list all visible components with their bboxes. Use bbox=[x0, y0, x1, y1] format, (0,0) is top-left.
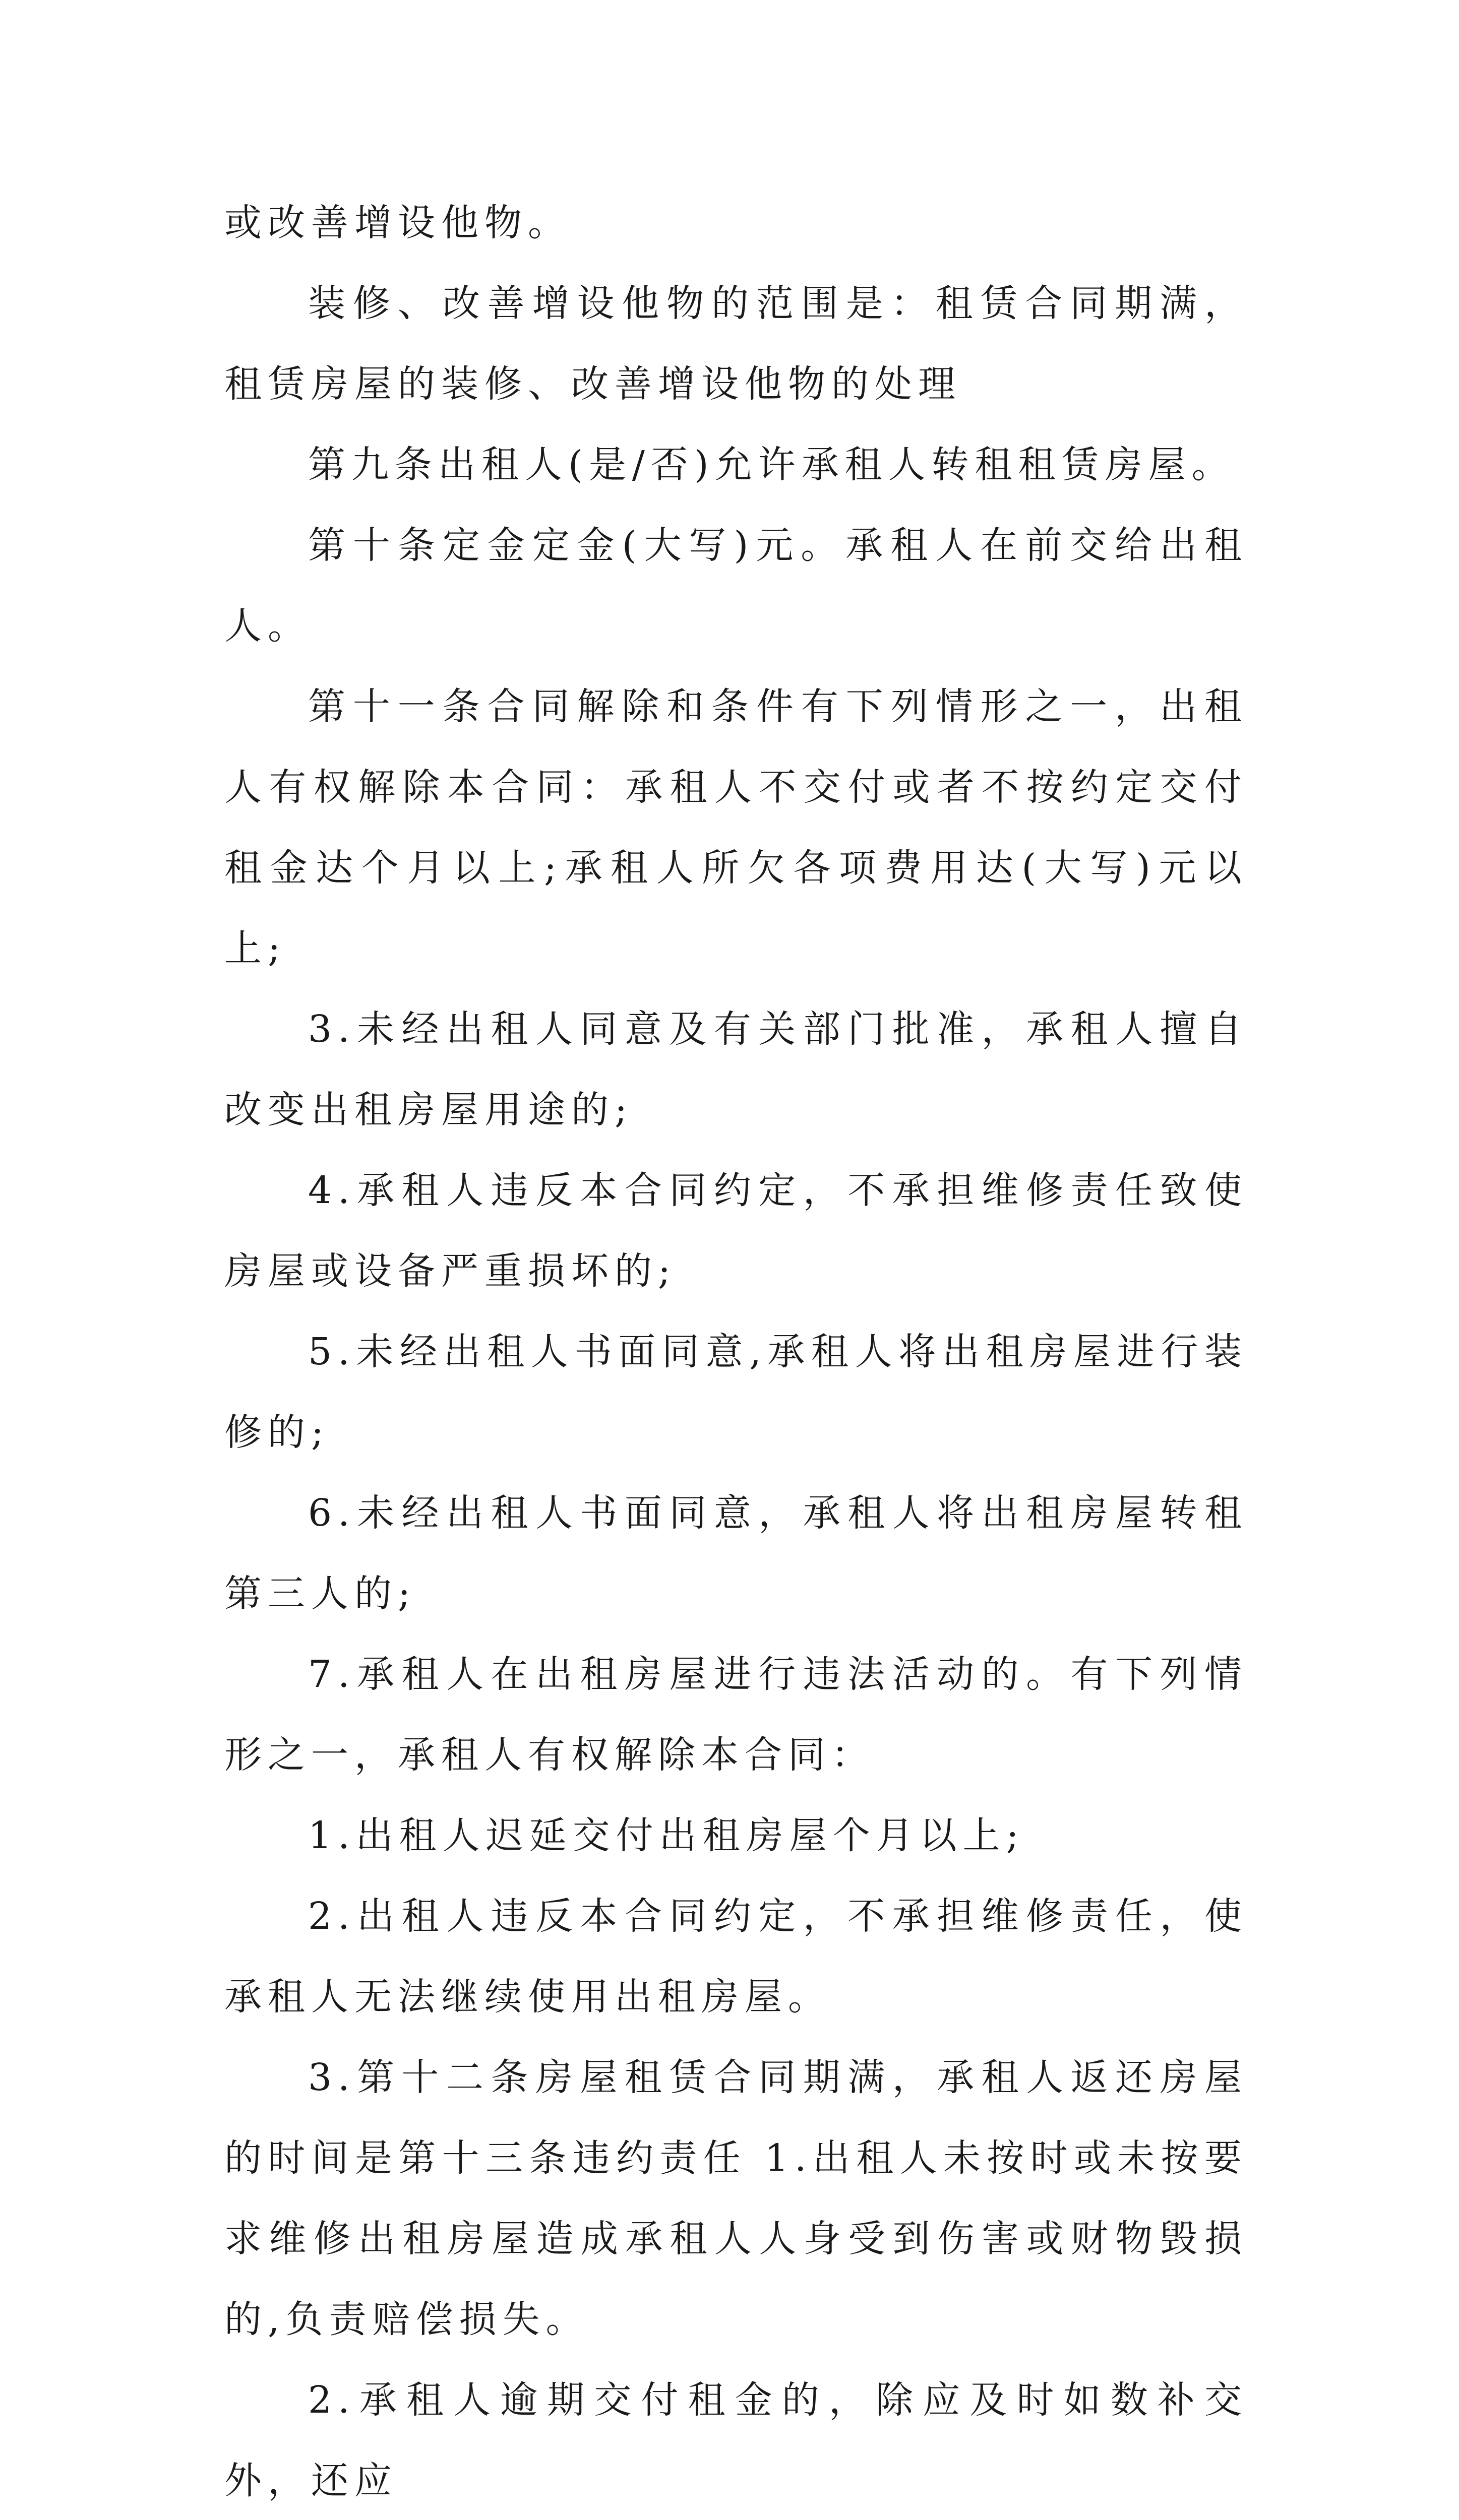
paragraph: 第十条定金定金(大写)元。承租人在前交给出租人。 bbox=[224, 524, 1248, 648]
paragraph: 3.未经出租人同意及有关部门批准，承租人擅自改变出租房屋用途的; bbox=[224, 1007, 1248, 1131]
paragraph: 2.承租人逾期交付租金的，除应及时如数补交外，还应 bbox=[224, 2378, 1248, 2502]
paragraph: 第十一条合同解除和条件有下列情形之一，出租人有权解除本合同：承租人不交付或者不按约定交付租金达个月以上;承租人所欠各项费用达(大写)元以上; bbox=[224, 685, 1248, 970]
paragraph: 4.承租人违反本合同约定，不承担维修责任致使房屋或设备严重损坏的; bbox=[224, 1169, 1248, 1293]
paragraph: 3.第十二条房屋租赁合同期满，承租人返还房屋的时间是第十三条违约责任 1.出租人未按时或未按要求维修出租房屋造成承租人人身受到伤害或财物毁损的,负责赔偿损失。 bbox=[224, 2056, 1248, 2341]
paragraph: 第九条出租人(是/否)允许承租人转租租赁房屋。 bbox=[308, 443, 1235, 486]
paragraph: 2.出租人违反本合同约定，不承担维修责任，使承租人无法继续使用出租房屋。 bbox=[224, 1895, 1248, 2019]
paragraph: 5.未经出租人书面同意,承租人将出租房屋进行装修的; bbox=[224, 1330, 1248, 1454]
paragraph: 7.承租人在出租房屋进行违法活动的。有下列情形之一，承租人有权解除本合同： bbox=[224, 1653, 1248, 1777]
document-body bbox=[224, 182, 1248, 2520]
paragraph: 或改善增设他物。 bbox=[224, 201, 571, 244]
paragraph: 1.出租人迟延交付出租房屋个月以上; bbox=[308, 1814, 1025, 1857]
paragraph: 6.未经出租人书面同意，承租人将出租房屋转租第三人的; bbox=[224, 1491, 1248, 1615]
paragraph: 装修、改善增设他物的范围是：租赁合同期满，租赁房屋的装修、改善增设他物的处理 bbox=[224, 282, 1248, 406]
